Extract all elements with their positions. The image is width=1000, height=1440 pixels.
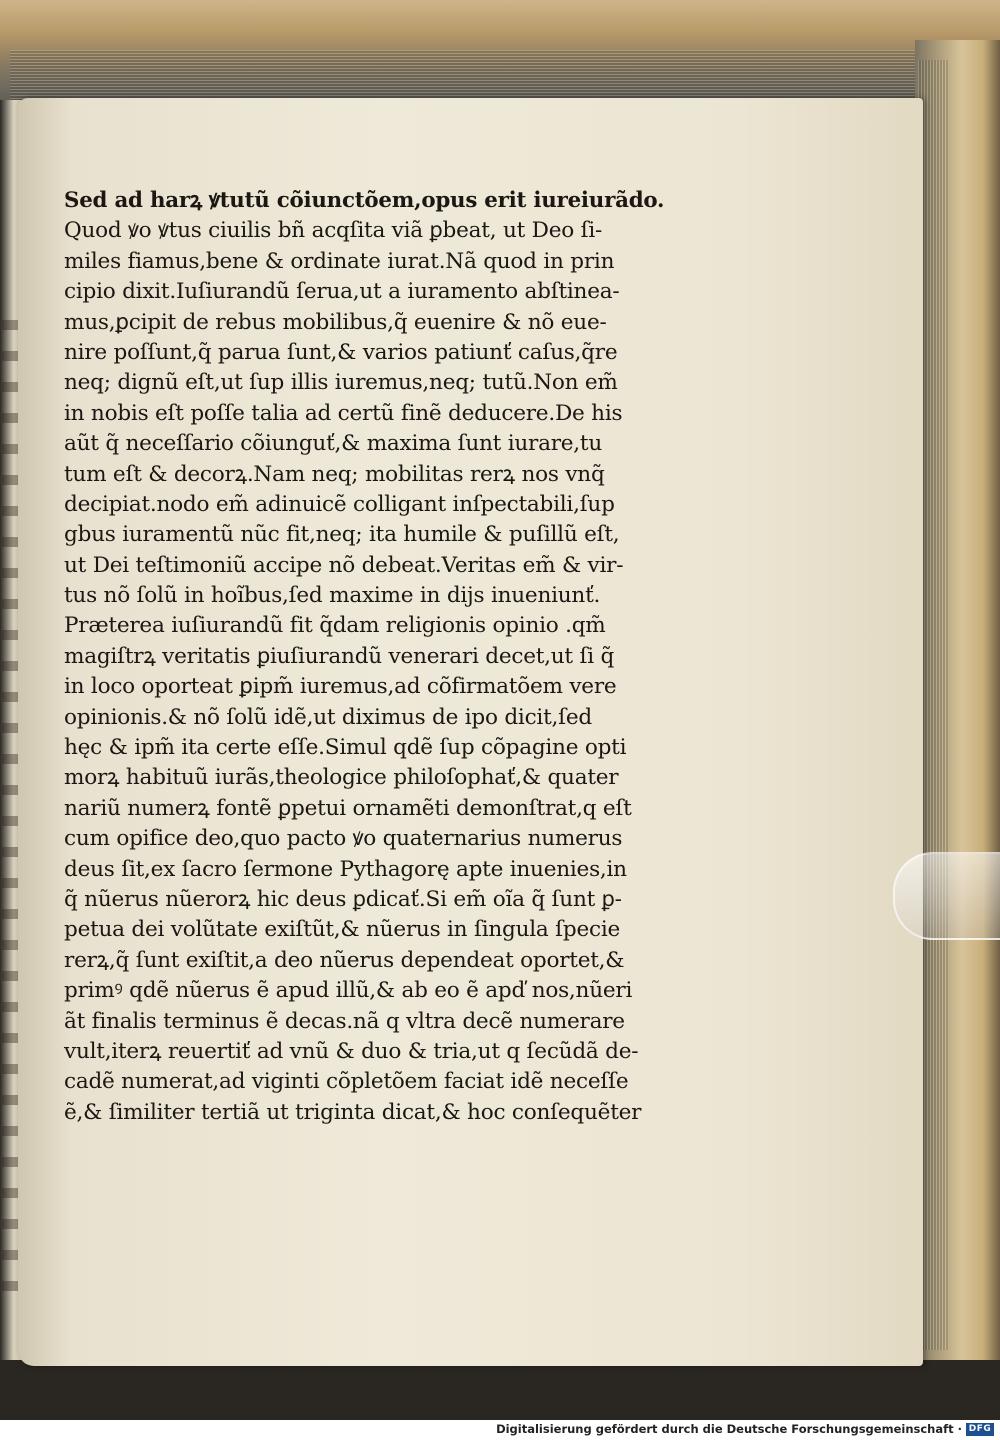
text-line: tum eſt & decorꝝ.Nam neq; mobilitas rerꝝ nos vnq̃: [64, 461, 605, 487]
text-line: nire poſſunt,q̃ parua ſunt,& varios patiunť caſus,q̃re: [64, 339, 618, 365]
page-clip: [893, 852, 1000, 940]
footer-credit: Digitalisierung gefördert durch die Deutsche Forschungsgemeinschaft ·: [496, 1422, 962, 1436]
text-line: tus nõ ſolũ in hoĩbus,ſed maxime in dijs inueniunť.: [64, 583, 601, 609]
page-text-block: [64, 186, 664, 1128]
dfg-logo: DFG: [966, 1423, 994, 1436]
page-stack-top: [10, 50, 945, 105]
text-line: primꝰ qdẽ nũerus ẽ apud illũ,& ab eo ẽ apď nos,nũeri: [64, 978, 633, 1004]
text-line: cadẽ numerat,ad viginti cõpletõem faciat idẽ neceſſe: [64, 1069, 629, 1095]
text-line: vult,iterꝝ reuertiť ad vnũ & duo & tria,ut q ſecũdã de-: [64, 1038, 639, 1064]
text-line: q̃ nũerus nũerorꝝ hic deus ꝑdicať.Si em̃ oĩa q̃ ſunt ꝑ-: [64, 886, 622, 912]
text-line: in nobis eſt poſſe talia ad certũ finẽ deducere.De his: [64, 400, 623, 426]
text-line: nariũ numerꝝ fontẽ ꝑpetui ornamẽti demonſtrat,q eſt: [64, 795, 632, 821]
text-line: hęc & ipm̃ ita certe eſſe.Simul qdẽ ſup cõpagine opti: [64, 735, 627, 761]
text-line: gbus iuramentũ nũc fit,neq; ita humile & puſillũ eſt,: [64, 522, 620, 548]
text-line: aũt q̃ neceſſario cõiunguť,& maxima ſunt iurare,tu: [64, 431, 603, 457]
text-line: cum opifice deo,quo pacto ꝟo quaternarius numerus: [64, 826, 623, 852]
text-line: cipio dixit.Iuſiurandũ ſerua,ut a iuramento abſtinea-: [64, 279, 620, 305]
text-line: Quod ꝟo ꝟtus ciuilis bñ acqſita viã ꝑbeat, ut Deo ſi-: [64, 218, 603, 244]
text-line: Præterea iuſiurandũ fit q̃dam religionis opinio .qm̃: [64, 613, 606, 639]
text-line: in loco oporteat ꝑipm̃ iuremus,ad cõfirmatõem vere: [64, 674, 617, 700]
text-line: miles fiamus,bene & ordinate iurat.Nã quod in prin: [64, 248, 615, 274]
text-line: decipiat.nodo em̃ adinuicẽ colligant inſpectabili,ſup: [64, 491, 615, 517]
text-line: ãt finalis terminus ẽ decas.nã q vltra decẽ numerare: [64, 1008, 625, 1034]
text-line: petua dei volũtate exiſtũt,& nũerus in ſingula ſpecie: [64, 917, 621, 943]
text-line: opinionis.& nõ ſolũ idẽ,ut diximus de ipo dicit,ſed: [64, 704, 592, 730]
footer-bar: [0, 1420, 1000, 1440]
text-line: rerꝝ,q̃ ſunt exiſtit,a deo nũerus dependeat oportet,&: [64, 947, 625, 973]
text-line: ẽ,& ſimiliter tertiã ut triginta dicat,& hoc conſequẽter: [64, 1099, 642, 1125]
text-line: neq; dignũ eſt,ut ſup illis iuremus,neq; tutũ.Non em̃: [64, 370, 618, 396]
text-line: deus ſit,ex ſacro ſermone Pythagorę apte inuenies,in: [64, 856, 627, 882]
text-line: morꝝ habituũ iurãs,theologice philoſophať,& quater: [64, 765, 619, 791]
text-line: ut Dei teſtimoniũ accipe nõ debeat.Veritas em̃ & vir-: [64, 552, 624, 578]
text-line: mus,ꝑcipit de rebus mobilibus,q̃ euenire & nõ eue-: [64, 309, 607, 335]
text-line: Sed ad harꝝ ꝟtutũ cõiunctõem,opus erit iureiurãdo.: [64, 188, 665, 213]
text-line: magiſtrꝝ veritatis ꝑiuſiurandũ venerari decet,ut ſi q̃: [64, 643, 615, 669]
